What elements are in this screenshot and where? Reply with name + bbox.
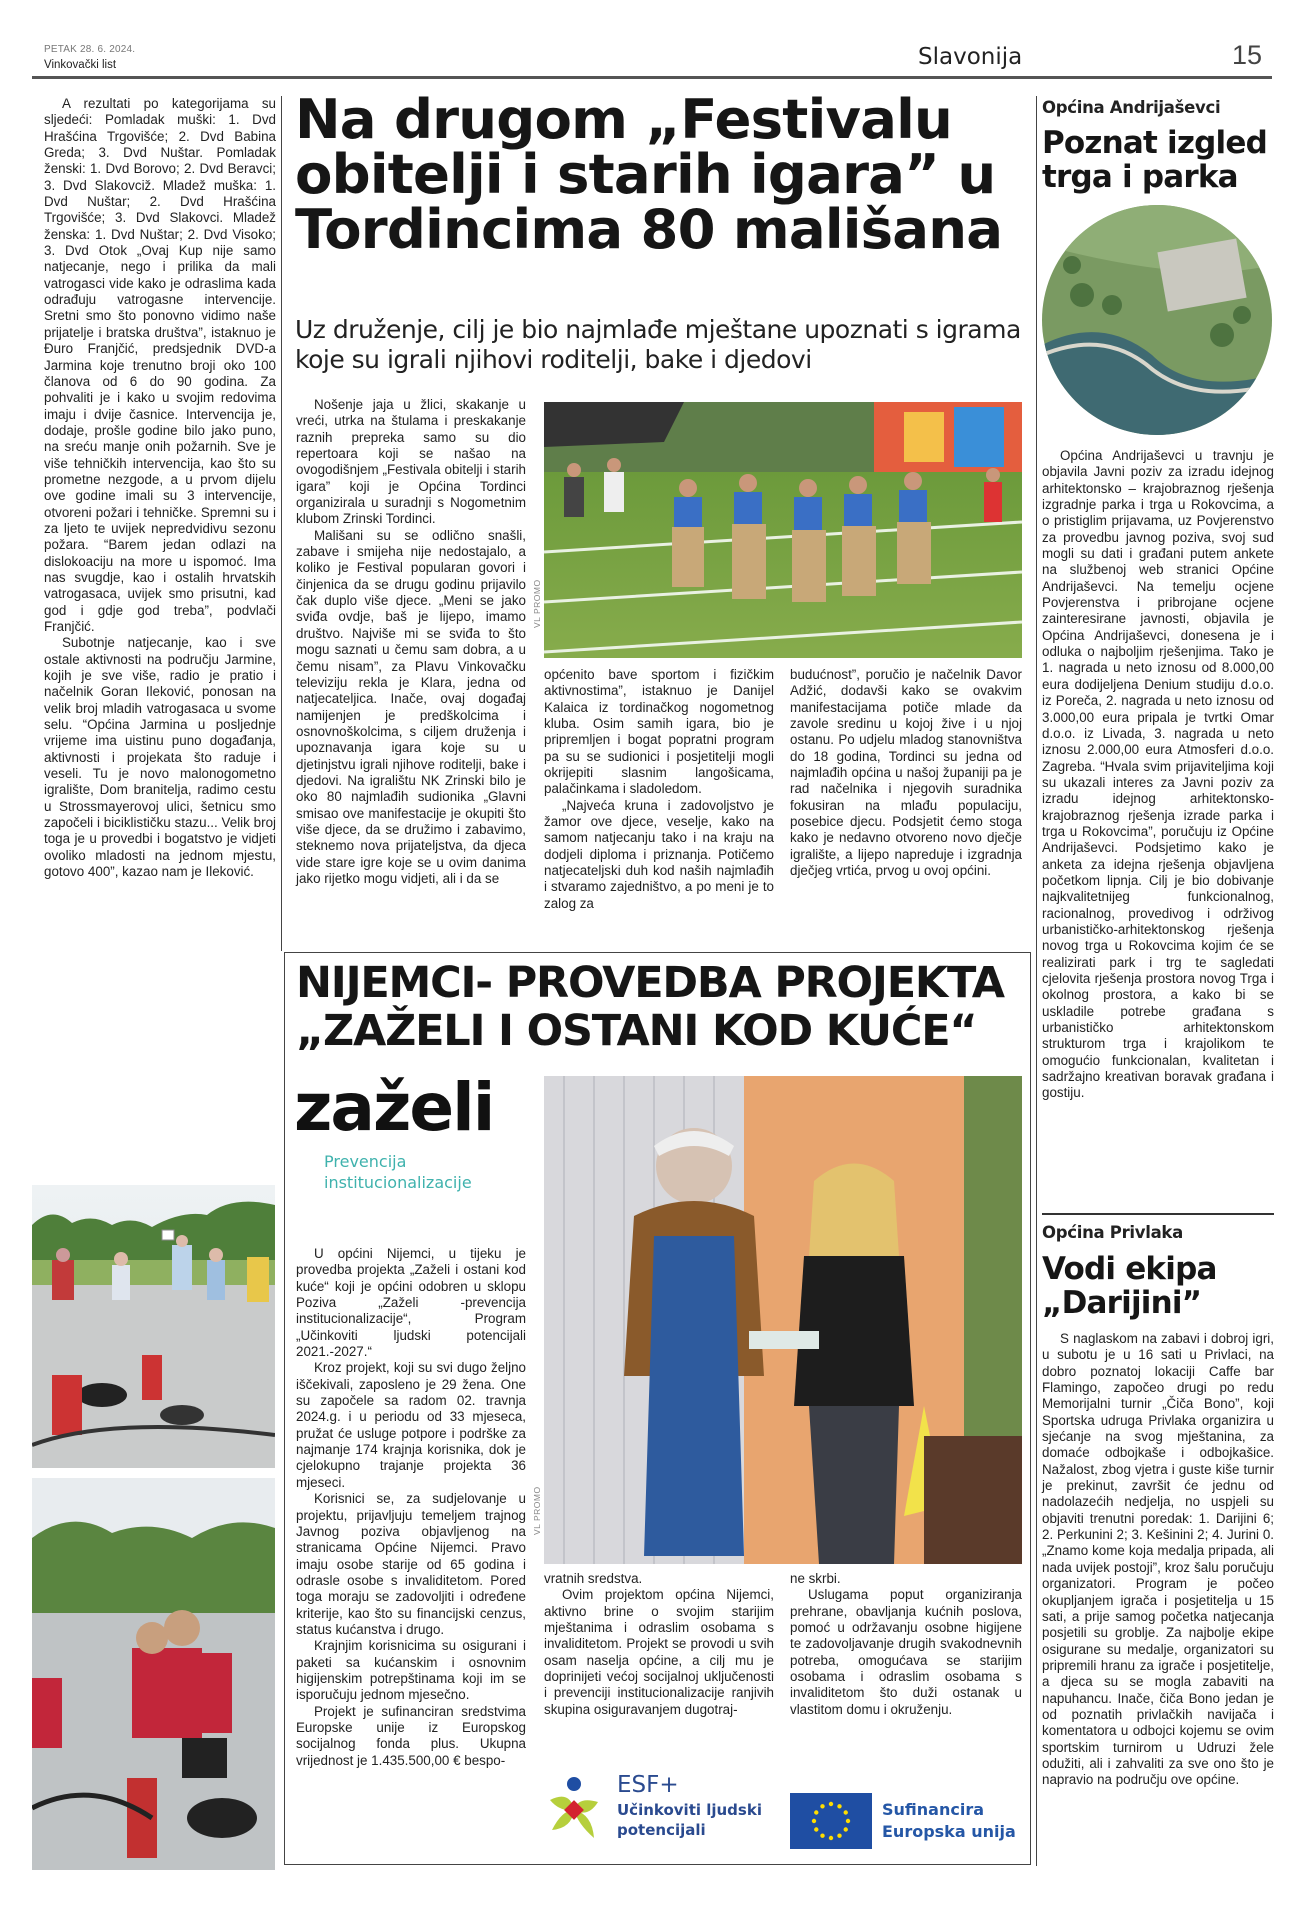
park-render-illustration: [1042, 205, 1272, 435]
nijemci-col2: [544, 1571, 774, 1718]
nijemci-paragraph: Korisnici se, za sudjelovanje u projektu, prijavljuju temeljem trajnog Javnog poziva objavljenog na stranicama Općine Nijemci. Pravo imaju osobe starije od 65 godina i odrasle osobe s invaliditetom. Pored toga moraju se zadovoljiti i određene kriterije, kao što su financijski cenzus, status kućanstva i drugo.: [296, 1491, 526, 1637]
eu-flag-icon: [790, 1793, 872, 1849]
left-paragraph: A rezultati po kategorijama su sljedeći: Pomladak muški: 1. Dvd Hrašćina Trgovišće; 2. Dvd Babina Greda; 3. Dvd Nuštar. Pomladak ženski: 1. Dvd Borovo; 2. Dvd Beravci; 3. Dvd Slakovciž. Mladež muška: 1. Dvd Nuštar; 2. Dvd Hrašćina Trgovišće; 3. Dvd Slakovci. Mladež ženska: 1. Dvd Nuštar; 2. Dvd Visoko; 3. Dvd Otok „Ovaj Kup nije samo natjecanje, nego i prilika da mali vatrogasci vide kako je odraslima kada odrađuju vatrogasne intervencije. Sretni smo što ponovno vidimo naše prijatelje i bratska društva”, istaknuo je Đuro Franjčić, predsjednik DVD-a Jarmina koje trenutno broji oko 100 članova od 6 do 90 godina. Za pohvaliti je i kako u svojim redovima imaju i dvije časnice. Intervencija je, dodaje, prošle godine bilo jako puno, na sreću manje onih požarnih. Sve je više tehničkih intervencija, kao što su prometne nezgode, a u prvom dijelu ove godine imali su 3 intervencije, otvoreni požari i tehničke. Spremni su i za ljeto te uvijek nepredvidivu sezonu požara. “Barem jedan odlazi na dislokoaciju na more u ispomoć. Ima nas svugdje, kao i ostalih hrvatskih vatrogasaca, uvijek smo prisutni, kad god i gdje god treba”, podvlači Franjčić.: [44, 96, 276, 634]
zazeli-logo-word: zaželi: [294, 1069, 494, 1146]
page-number: 15: [1232, 40, 1263, 70]
eu-star-icon: [812, 1819, 816, 1823]
park-render-image: [1042, 205, 1272, 435]
nijemci-paragraph: Krajnjim korisnicima su osigurani i paketi sa kućanskim i osnovnim higijenskim potrepštinama koji im se isporučuju jednom mjesečno.: [296, 1638, 526, 1703]
firefighters-photo-2: [32, 1478, 275, 1870]
header-rule: [32, 76, 1272, 79]
andrijasevci-paragraph: Općina Andrijaševci u travnju je objavila Javni poziv za izradu idejnog arhitektonsko – krajobraznog rješenja izgradnje parka i trga u Rokovcima, a o pristiglim prijavama, uz Povjerenstvo za provedbu javnog poziva, svoj sud mogli su dati i građani putem ankete na službenoj web stranici Općine Andrijaševci. Na temelju ocjene Povjerenstva i pribrojane ocjene zainteresirane javnosti, objavila je Općina Andrijaševci, donesena je i odluka o najboljim rješenjima. Tako je 1. nagrada u neto iznosu od 8.000,00 eura dodijeljena Denium studiju d.o.o. iz Poreča, 2. nagrada u neto iznosu od 3.000,00 eura pripala je tvrtki Omar d.o.o. iz Livada, 3. nagrada u neto iznosu 2.000,00 eura Atmosferi d.o.o. Zagreba. “Hvala svim prijaviteljima koji su ukazali interes za Javni poziv za izradu idejnog arhitektonsko-krajobraznog rješenja izrade parka i trga u Rokovcima”, poručuju iz Općine Andrijaševci. Podsjetimo kako je anketa za idejna rješenja objavljena početkom lipnja. Cilj je bio dobivanje najkvalitetnijeg funkcionalnog, racionalnog, provedivog i održivog urbanističko-arhitektonskog rješenja novog trga u Rokovcima kojim će se realizirati park i trg te sagledati cjelovita rješenja prostora novog Trga i okolnog prostora, a kako bi se uskladile potrebe građana s urbanističko arhitektonskom strukturom trga i krajolikom te omogućio funkcionalan, kvalitetan i sadržajno kreativan boravak građana i gostiju.: [1042, 448, 1274, 1101]
photo-credit: VL PROMO: [532, 1486, 542, 1535]
nijemci-paragraph: ne skrbi.: [790, 1571, 841, 1586]
eu-star-icon: [837, 1804, 841, 1808]
privlaka-kicker: Općina Privlaka: [1042, 1223, 1183, 1242]
issue-date: PETAK 28. 6. 2024.: [44, 44, 136, 55]
eu-star-icon: [820, 1804, 824, 1808]
eu-logo-line2: Europska unija: [882, 1822, 1016, 1841]
main-paragraph: Mališani su se odlično snašli, zabave i smijeha nije nedostajalo, a koliko je Festival popularan govori i činjenica da se drugu godinu prijavilo čak duplo više djece. „Meni se jako sviđa ovdje, baš je lijepo, imamo društvo. Najviše mi se sviđa to što mogu saznati u čemu sam dobra, a u čemu nisam”, za Plavu Vinkovačku televiziju rekla je Klara, jedna od natjecateljica. Inače, ovaj događaj namijenjen je predškolcima i osnovnoškolcima, s ciljem druženja i upoznavanja igara koje su u djetinjstvu igrali njihove roditelji, bake i djedovi. Na igralištu NK Zrinski bilo je oko 80 najmlađih sudionika „Glavni smisao ove manifestacije je okupiti što više djece, da se družimo i zabavimo, steknemo nova prijateljstva, da djeca vide stare igre koje se u ovim danima jako rijetko mogu vidjeti, ali i da se: [296, 527, 526, 886]
nijemci-col1: [296, 1246, 526, 1769]
section-divider: [1042, 1213, 1274, 1215]
eu-star-icon: [820, 1834, 824, 1838]
eu-star-icon: [814, 1827, 818, 1831]
main-subheadline: Uz druženje, cilj je bio najmlađe mještane upoznati s igrama koje su igrali njihovi roditelji, bake i djedovi: [295, 315, 1021, 374]
nijemci-paragraph: Kroz projekt, koji su svi dugo željno iščekivali, zaposleno je 29 žena. One su započele sa radom 02. travnja 2024.g. i u periodu od 33 mjeseca, pružat će usluge potpore i podrške za najmanje 174 krajnja korisnika, dok je cjelokupno trajanje projekta 36 mjeseci.: [296, 1360, 526, 1490]
nijemci-paragraph: vratnih sredstva.: [544, 1571, 643, 1586]
main-headline: Na drugom „Festivalu obitelji i starih igara” u Tordincima 80 mališana: [295, 87, 1003, 261]
andrijasevci-headline: Poznat izgled trga i parka: [1042, 125, 1267, 195]
eu-star-icon: [829, 1836, 833, 1840]
sack-race-photo: [544, 402, 1022, 658]
firefighters-photo-1-image: [32, 1185, 275, 1468]
main-col3: [790, 667, 1022, 879]
main-paragraph: Nošenje jaja u žlici, skakanje u vreći, utrka na štulama i preskakanje raznih prepreka samo su dio repertoara koji se našao na ovogodišnjem „Festivala obitelji i starih igara” koji je Općina Tordinci organizirala u suradnji s Nogometnim klubom Zrinski Tordinci.: [296, 397, 526, 527]
firefighters-photo-2-image: [32, 1478, 275, 1870]
home-care-photo-image: [544, 1076, 1022, 1564]
nijemci-col3: [790, 1571, 1022, 1718]
andrijasevci-text: [1042, 448, 1274, 1102]
nijemci-paragraph: Ovim projektom općina Nijemci, aktivno brine o svojim starijim mještanima i odraslim osobama s invaliditetom. Projekt se provodi u svih osam naselja općine, a cilj mu je doprinijeti većoj socijalnoj uključenosti i prevenciji institucionalizacije ranjivih skupina osiguravanjem dugotraj-: [544, 1587, 774, 1717]
main-paragraph: budućnost”, poručio je načelnik Davor Adžić, dodavši kako se ovakvim manifestacijama potiče mlade da zavole sredinu u kojoj žive i u njoj ostanu. Po udjelu mladog stanovništva do 18 godina, Tordinci su jedna od najmlađih općina u našoj županiji pa je rad načelnika i njegovih suradnika fokusiran na mlađu populaciju, posebice djecu. Podsjetit ćemo stoga kako je nedavno otvoreno novo dječje igralište, a lijepo napreduje i izgradnja dječjeg vrtića, prvog u ovoj općini.: [790, 667, 1022, 879]
eu-star-icon: [814, 1810, 818, 1814]
main-col1: [296, 397, 526, 887]
left-paragraph: Subotnje natjecanje, kao i sve ostale aktivnosti na području Jarmine, kojih je sve više, radio je pratio i načelnik Goran Ileković, ponosan na velik broj mladih vatrogasaca u svome selu. “Općina Jarmina u posljednje vrijeme ima uistinu puno događanja, aktivnosti i projekata što raduje i veseli. Tu je novo malonogometno igralište, Dom branitelja, radimo cestu u Strossmayerovoj ulici, šetnicu smo započeli i biciklističku stazu... Velik broj toga je u provedbi i bogatstvo je vidjeti ovoliko mladosti na jednom mjestu, gotovo 400”, kazao nam je Ileković.: [44, 635, 276, 880]
eu-star-icon: [844, 1827, 848, 1831]
column-rule: [281, 96, 282, 951]
esf-logo-top: ESF+: [617, 1772, 679, 1798]
zazeli-logo-line1: Prevencija: [324, 1152, 407, 1171]
main-paragraph: općenito bave sportom i fizičkim aktivnostima”, istaknuo je Danijel Kalaica iz tordinačkog nogometnog kluba. Osim samih igara, bio je pripremljen i bogat popratni program pa su se sudionici i posjetitelji mogli okrijepiti slasnim langošicama, palačinkama i sladoledom.: [544, 667, 774, 797]
nijemci-paragraph: Projekt je sufinanciran sredstvima Europske unije iz Europskog socijalnog fonda plus. Ukupna vrijednost je 1.435.500,00 € bespo-: [296, 1703, 526, 1768]
eu-star-icon: [844, 1810, 848, 1814]
nijemci-headline: NIJEMCI- PROVEDBA PROJEKTA „ZAŽELI I OSTANI KOD KUĆE“: [296, 958, 1004, 1056]
eu-star-icon: [846, 1819, 850, 1823]
main-paragraph: „Najveća kruna i zadovoljstvo je žamor ove djece, veselje, kako na samom natjecanju tako i na kraju na dodjeli diploma i priznanja. Potičemo natjecateljski duh kod naših najmlađih i stvaramo zajedništvo, a po meni je to zalog za: [544, 797, 774, 911]
esf-logo: [542, 1772, 767, 1850]
andrijasevci-kicker: Općina Andrijaševci: [1042, 98, 1221, 117]
home-care-photo: [544, 1076, 1022, 1564]
eu-logo-line1: Sufinancira: [882, 1800, 985, 1819]
main-col2: [544, 667, 774, 912]
privlaka-text: [1042, 1331, 1274, 1789]
esf-logo-line2: potencijali: [617, 1821, 706, 1839]
zazeli-logo: [294, 1069, 534, 1225]
nijemci-paragraph: Uslugama poput organiziranja prehrane, obavljanja kućnih poslova, pomoć u održavanju osobne higijene te zadovoljavanje drugih svakodnevnih potreba, omogućava se starijim osobama i odraslim osobama s invaliditetom što duži ostanak u vlastitom domu i okruženju.: [790, 1587, 1022, 1717]
left-article-text: [44, 96, 276, 881]
firefighters-photo-1: [32, 1185, 275, 1468]
esf-flower-icon: [542, 1772, 604, 1844]
privlaka-paragraph: S naglaskom na zabavi i dobroj igri, u subotu je u 16 sati u Privlaci, na dobro poznatoj lokaciji Caffe bar Flamingo, započeo drugi po redu Memorijalni turnir „Čiča Bono”, koji Sportska udruga Privlaka organizira u sjećanje na svog mještanina, za domaće odbojkaše i odbojkašice. Nažalost, zbog vjetra i guste kiše turnir je prekinut, završit će jednu od nadolazećih nedjelja, no uspjeli su objaviti trenutni poredak: 1. Darijini 6; 2. Perkunini 2; 3. Kešinini 2; 4. Jurini 0. „Znamo kome koja medalja pripada, ali nada uvijek postoji”, kroz šalu poručuju organizatori. Program je počeo okupljanjem igrača i posjetitelja u 15 sati, a prije samog početka natjecanja posjetili su groblje. Za najbolje ekipe osigurane su medalje, organizatori su pripremili hranu za igrače i posjetitelje, a djeca su se mogla zabaviti na napuhancu. Inače, čiča Bono jedan je od poznatih privlačkih navijača i komentatora u odbojci kojemu se ovim sportskim turnirom u Udruzi žele odužiti, ali i zahvaliti za sve ono što je napravio na području ove općine.: [1042, 1331, 1274, 1788]
eu-star-icon: [829, 1802, 833, 1806]
eu-logo: [790, 1793, 1020, 1853]
sack-race-photo-image: [544, 402, 1022, 658]
eu-star-icon: [837, 1834, 841, 1838]
nijemci-paragraph: U općini Nijemci, u tijeku je provedba projekta „Zaželi i ostani kod kuće“ koji je općini odobren u sklopu Poziva „Zaželi -prevencija institucionalizacije“, Program „Učinkoviti ljudski potencijali 2021.-2027.“: [296, 1246, 526, 1360]
newspaper-name: Vinkovački list: [44, 59, 117, 71]
privlaka-headline: Vodi ekipa „Darijini”: [1042, 1251, 1217, 1321]
esf-logo-line1: Učinkoviti ljudski: [617, 1801, 762, 1819]
column-rule: [1036, 96, 1037, 1866]
section-title: Slavonija: [918, 44, 1023, 70]
zazeli-logo-line2: institucionalizacije: [324, 1173, 472, 1192]
photo-credit: VL PROMO: [532, 579, 542, 628]
